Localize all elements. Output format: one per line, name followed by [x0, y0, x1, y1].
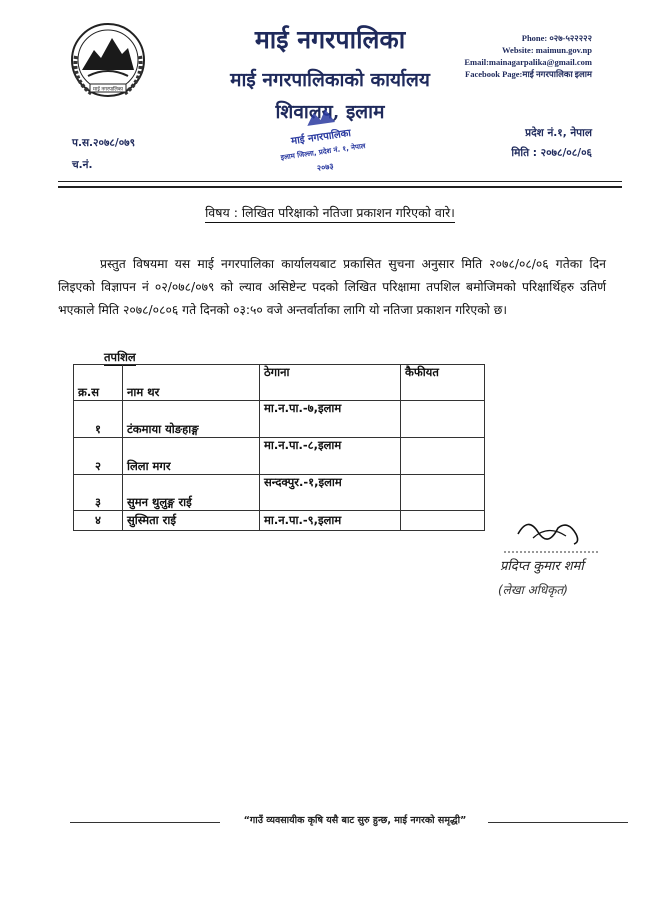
website-text: Website: maimun.gov.np: [502, 45, 592, 55]
municipality-title: माई नगरपालिका: [254, 25, 406, 54]
header-divider: [58, 181, 622, 182]
header-address: ठेगाना: [260, 365, 401, 401]
row-sn: १: [74, 401, 123, 438]
footer-rule-right: [488, 822, 628, 823]
header-divider-thick: [58, 186, 622, 188]
letter-body: [58, 253, 606, 322]
row-address: मा.न.पा.-८,इलाम: [260, 438, 401, 475]
header-remarks: कैफीयत: [401, 365, 485, 401]
footer-slogan: “गाउँ व्यवसायीक कृषि यसै बाट सुरु हुन्छ, माई नगरको समृद्धी”: [243, 815, 467, 826]
table-header-row: [74, 365, 485, 401]
signatory-role: (लेखा अधिकृत): [498, 583, 568, 597]
body-paragraph: प्रस्तुत विषयमा यस माई नगरपालिका कार्यालयबाट प्रकासित सुचना अनुसार मिति २०७८/०८/०६ गतेका दिन लिइएको विज्ञापन नं ०२/०७८/०७९ को ल्याव असिष्टेन्ट पदको लिखित परिक्षामा तपशिल बमोजिमको परिक्षार्थिहरु उतिर्ण भएकाले मिति २०७८/०८०६ गते दिनको ०३:५० वजे अन्तर्वार्ताका लागि यो नतिजा प्रकाशन गरिएको छ।: [58, 257, 606, 317]
row-name: सुस्मिता राई: [123, 511, 260, 531]
office-location: शिवालय, इलाम: [275, 101, 385, 123]
facebook-text: Facebook Page:माई नगरपालिका इलाम: [465, 69, 592, 79]
row-sn: २: [74, 438, 123, 475]
row-sn: ४: [74, 511, 123, 531]
table-row: [74, 438, 485, 475]
row-address: मा.न.पा.-७,इलाम: [260, 401, 401, 438]
row-name: सुमन थुलुङ्ग राई: [123, 475, 260, 511]
signature-block: [478, 514, 628, 624]
office-name: माई नगरपालिकाको कार्यालय: [230, 69, 430, 91]
row-remarks: [401, 475, 485, 511]
seal-line-3: २०७३: [316, 161, 335, 173]
row-sn: ३: [74, 475, 123, 511]
seal-line-1: माई नगरपालिका: [290, 127, 352, 148]
seal-line-2: इलाम जिल्ला, प्रदेश नं. १, नेपाल: [280, 142, 366, 162]
table-row: [74, 401, 485, 438]
header-sn: क्र.स: [74, 365, 123, 401]
results-table: [73, 364, 485, 531]
row-address: मा.न.पा.-९,इलाम: [260, 511, 401, 531]
header-name: नाम थर: [123, 365, 260, 401]
row-name: लिला मगर: [123, 438, 260, 475]
row-remarks: [401, 438, 485, 475]
subject-line: [0, 204, 660, 221]
office-seal-stamp: [262, 104, 382, 184]
row-name: टंकमाया योङहाङ्ग: [123, 401, 260, 438]
contact-block: [464, 32, 592, 80]
phone-text: Phone: ०२७-५२२२२२: [521, 33, 592, 43]
svg-text:माई नगरपालिका: माई नगरपालिका: [93, 86, 123, 93]
letter-date: मिति : २०७८/०८/०६: [511, 147, 592, 159]
patra-sankhya: प.स.२०७८/०७९: [72, 137, 136, 149]
table-title: तपशिल: [104, 350, 136, 364]
row-remarks: [401, 511, 485, 531]
table-row: [74, 475, 485, 511]
subject-text: विषय : लिखित परिक्षाको नतिजा प्रकाशन गरिएको वारे।: [205, 205, 455, 223]
province-text: प्रदेश नं.१, नेपाल: [525, 127, 592, 139]
chalani-number: च.नं.: [72, 159, 93, 171]
row-remarks: [401, 401, 485, 438]
signatory-name: प्रदिप्त कुमार शर्मा: [500, 559, 584, 574]
footer-rule-left: [70, 822, 220, 823]
row-address: सन्दक्पुर.-१,इलाम: [260, 475, 401, 511]
email-text: Email:mainagarpalika@gmail.com: [464, 57, 592, 67]
table-row: [74, 511, 485, 531]
